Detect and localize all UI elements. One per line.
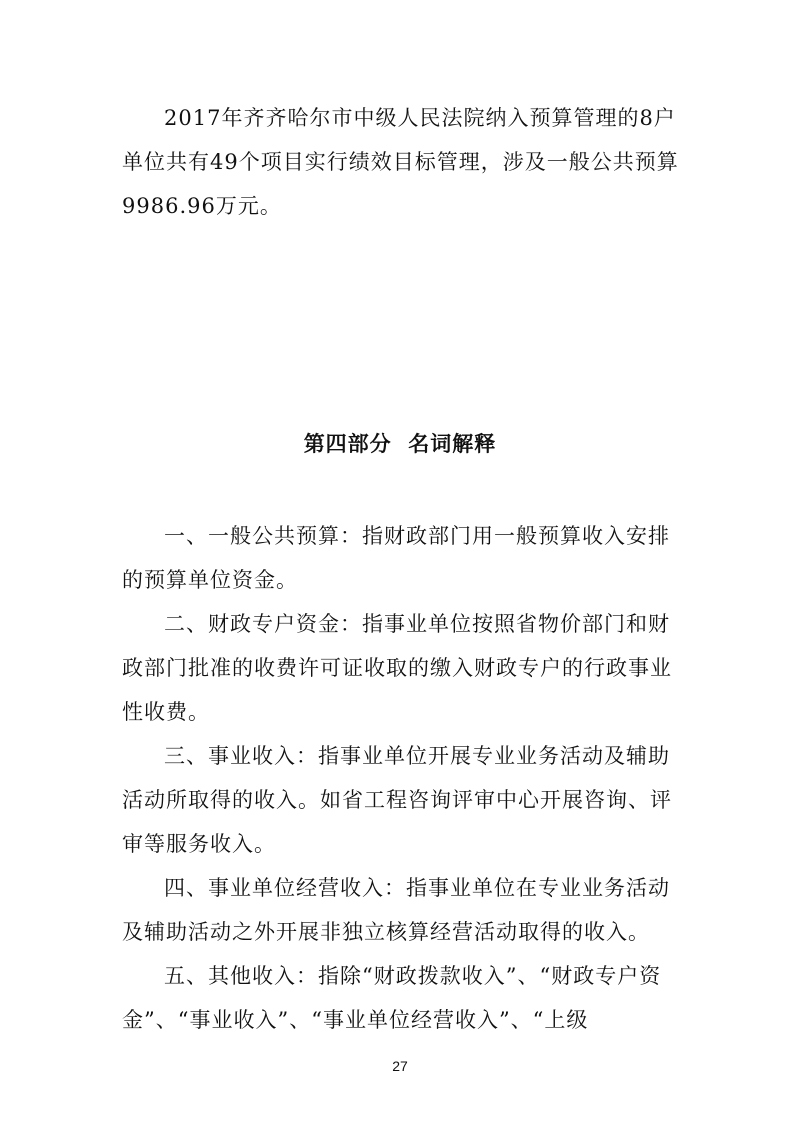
- section-title: 第四部分 名词解释: [303, 432, 497, 456]
- page-number: 27: [392, 1058, 408, 1074]
- term-operating-income: 四、事业单位经营收入：指事业单位在专业业务活动及辅助活动之外开展非独立核算经营活动取得的收入。: [122, 876, 670, 944]
- term-list: [122, 514, 682, 1042]
- intro-paragraph: 2017年齐齐哈尔市中级人民法院纳入预算管理的8户单位共有49个项目实行绩效目标管理，涉及一般公共预算9986.96万元。: [122, 106, 679, 218]
- term-general-public-budget: 一、一般公共预算：指财政部门用一般预算收入安排的预算单位资金。: [122, 524, 670, 592]
- intro-section: [122, 96, 682, 228]
- term-other-income: 五、其他收入：指除“财政拨款收入”、“财政专户资金”、“事业收入”、“事业单位经营收入”、“上级: [122, 964, 662, 1032]
- term-business-income: 三、事业收入：指事业单位开展专业业务活动及辅助活动所取得的收入。如省工程咨询评审中心开展咨询、评审等服务收入。: [122, 744, 672, 856]
- term-fiscal-special-account-funds: 二、财政专户资金：指事业单位按照省物价部门和财政部门批准的收费许可证收取的缴入财政专户的行政事业性收费。: [122, 612, 672, 724]
